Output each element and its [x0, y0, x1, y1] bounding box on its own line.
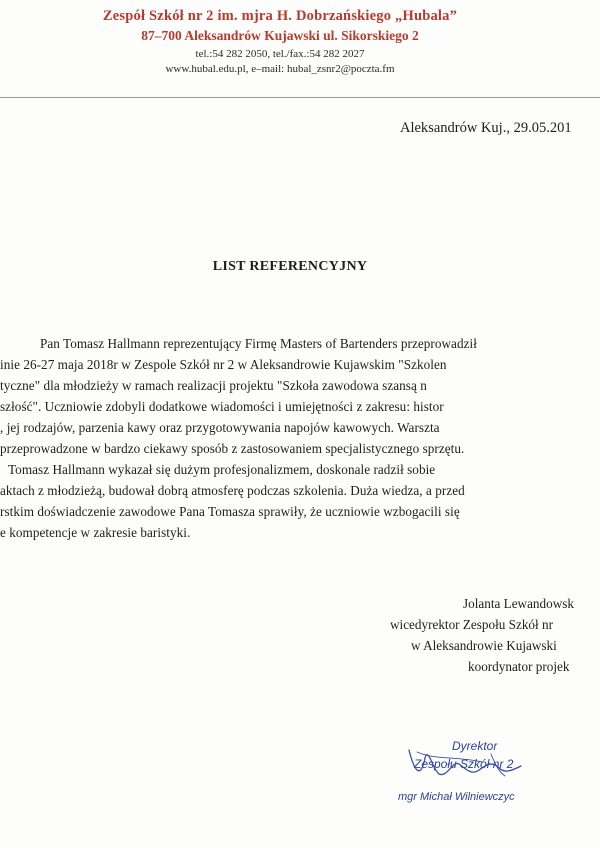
stamp-name: mgr Michał Wilniewczyc: [398, 791, 515, 803]
signer-function: koordynator projek: [468, 659, 570, 674]
body-line: przeprowadzone w bardzo ciekawy sposób z zastosowaniem specjalistycznego sprzętu.: [0, 441, 465, 456]
signer-role: wicedyrektor Zespołu Szkół nr: [390, 617, 553, 632]
stamp-org: Zespołu Szkół nr 2: [414, 757, 514, 771]
body-line: szłość". Uczniowie zdobyli dodatkowe wiadomości i umiejętności z zakresu: histor: [0, 399, 444, 414]
school-name: Zespół Szkół nr 2 im. mjra H. Dobrzańskiego „Hubala”: [102, 8, 458, 24]
letter-date: Aleksandrów Kuj., 29.05.201: [400, 120, 572, 136]
signer-name: Jolanta Lewandowsk: [463, 596, 574, 611]
body-line: Tomasz Hallmann wykazał się dużym profesjonalizmem, doskonale radził sobie: [8, 462, 436, 477]
signer-place: w Aleksandrowie Kujawski: [411, 638, 557, 653]
body-line: e kompetencje w zakresie baristyki.: [0, 525, 191, 540]
body-line: tyczne" dla młodzieży w ramach realizacji projektu "Szkoła zawodowa szansą n: [0, 378, 427, 393]
school-web-email: www.hubal.edu.pl, e–mail: hubal_zsnr2@poczta.fm: [165, 63, 395, 75]
school-address: 87–700 Aleksandrów Kujawski ul. Sikorskiego 2: [141, 28, 419, 43]
letter-title: LIST REFERENCYJNY: [212, 259, 368, 274]
body-line: , jej rodzajów, parzenia kawy oraz przygotowywania napojów kawowych. Warszta: [0, 420, 440, 435]
body-line: rstkim doświadczenie zawodowe Pana Tomasza sprawiły, że uczniowie wzbogacili się: [0, 504, 460, 519]
body-line: aktach z młodzieżą, budował dobrą atmosferę podczas szkolenia. Duża wiedza, a przed: [0, 483, 465, 498]
handwritten-signature-icon: [395, 730, 555, 790]
stamp-title: Dyrektor: [452, 739, 498, 753]
letterhead-divider: [0, 97, 600, 98]
school-phone: tel.:54 282 2050, tel./fax.:54 282 2027: [195, 48, 365, 60]
body-line: inie 26-27 maja 2018r w Zespole Szkół nr 2 w Aleksandrowie Kujawskim "Szkolen: [0, 357, 447, 372]
body-line: Pan Tomasz Hallmann reprezentujący Firmę Masters of Bartenders przeprowadził: [40, 336, 477, 351]
